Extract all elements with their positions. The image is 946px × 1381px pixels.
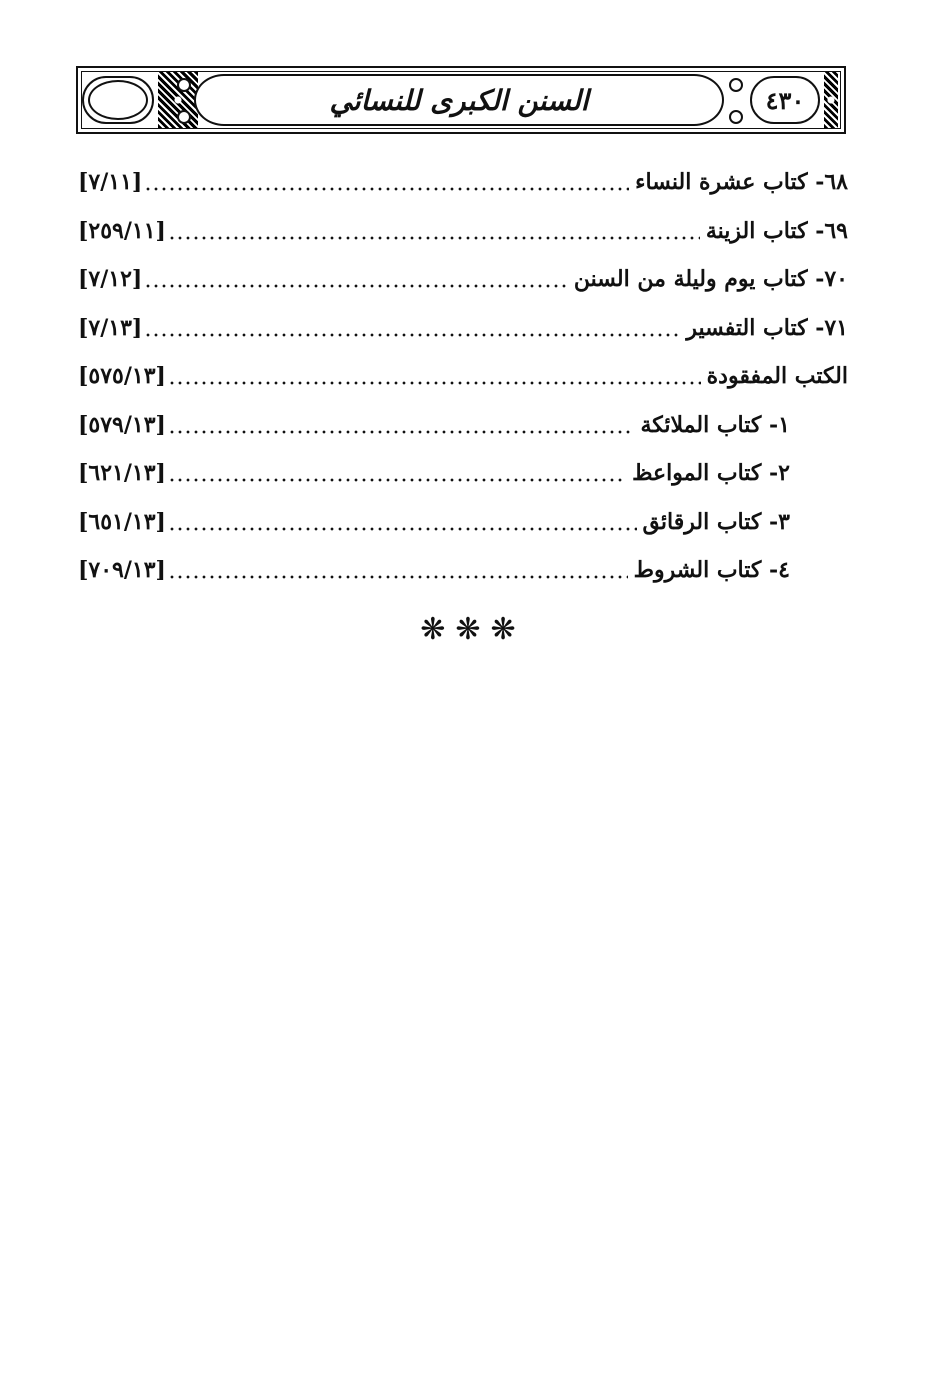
section-end-separator: ❋❋❋ [420, 612, 526, 647]
leader-dots [168, 430, 634, 434]
ornament-dots-left [176, 78, 192, 124]
toc-entry-reference: [٥٧٥/١٣] [78, 363, 166, 390]
leader-dots [144, 187, 629, 191]
toc-entry [78, 207, 848, 256]
book-title: السنن الكبرى للنسائي [329, 83, 589, 117]
toc-entry [78, 158, 848, 207]
toc-entry-title: ٣- كتاب الرقائق [642, 508, 790, 535]
toc-entry-reference: [٧/١٢] [78, 266, 143, 293]
toc-entry-reference: [٧٠٩/١٣] [78, 557, 166, 584]
book-logo-emblem [88, 80, 148, 120]
page-header [76, 66, 846, 134]
toc-entry-reference: [٦٥١/١٣] [78, 508, 166, 535]
leader-dots [168, 575, 628, 579]
toc-sub-entry [78, 401, 848, 450]
ornament-dot-icon [177, 110, 191, 124]
toc-entry-title: ٦٨- كتاب عشرة النساء [635, 169, 848, 196]
toc-entry-title: ٦٩- كتاب الزينة [705, 217, 848, 244]
leader-dots [144, 284, 568, 288]
ornament-dot-icon [177, 78, 191, 92]
toc-entry-title: ٤- كتاب الشروط [633, 557, 790, 584]
toc-entry-title: الكتب المفقودة [706, 363, 848, 390]
ornament-pattern-right [824, 72, 838, 128]
toc-entry [78, 304, 848, 353]
toc-entry-title: ٢- كتاب المواعظ [632, 460, 790, 487]
toc-sub-entry [78, 498, 848, 547]
leader-dots [168, 478, 626, 482]
table-of-contents [78, 158, 848, 595]
toc-entry-reference: [٦٢١/١٣] [78, 460, 166, 487]
book-logo [82, 76, 154, 124]
page-number-cartouche [750, 76, 820, 124]
page-number: ٤٣٠ [765, 86, 805, 115]
toc-entry-reference: [٥٧٩/١٣] [78, 411, 166, 438]
toc-entry-reference: [٧/١٣] [78, 314, 143, 341]
toc-sub-entry [78, 449, 848, 498]
toc-sub-entry [78, 546, 848, 595]
leader-dots [168, 527, 637, 531]
leader-dots [168, 236, 700, 240]
toc-entry-title: ١- كتاب الملائكة [640, 411, 790, 438]
toc-entry-title: ٧١- كتاب التفسير [686, 314, 848, 341]
title-banner [194, 74, 724, 126]
toc-entry [78, 255, 848, 304]
toc-entry-reference: [٢٥٩/١١] [78, 217, 166, 244]
leader-dots [144, 333, 680, 337]
toc-section-heading [78, 352, 848, 401]
leader-dots [168, 381, 701, 385]
toc-entry-title: ٧٠- كتاب يوم وليلة من السنن [573, 266, 848, 293]
toc-entry-reference: [٧/١١] [78, 169, 143, 196]
